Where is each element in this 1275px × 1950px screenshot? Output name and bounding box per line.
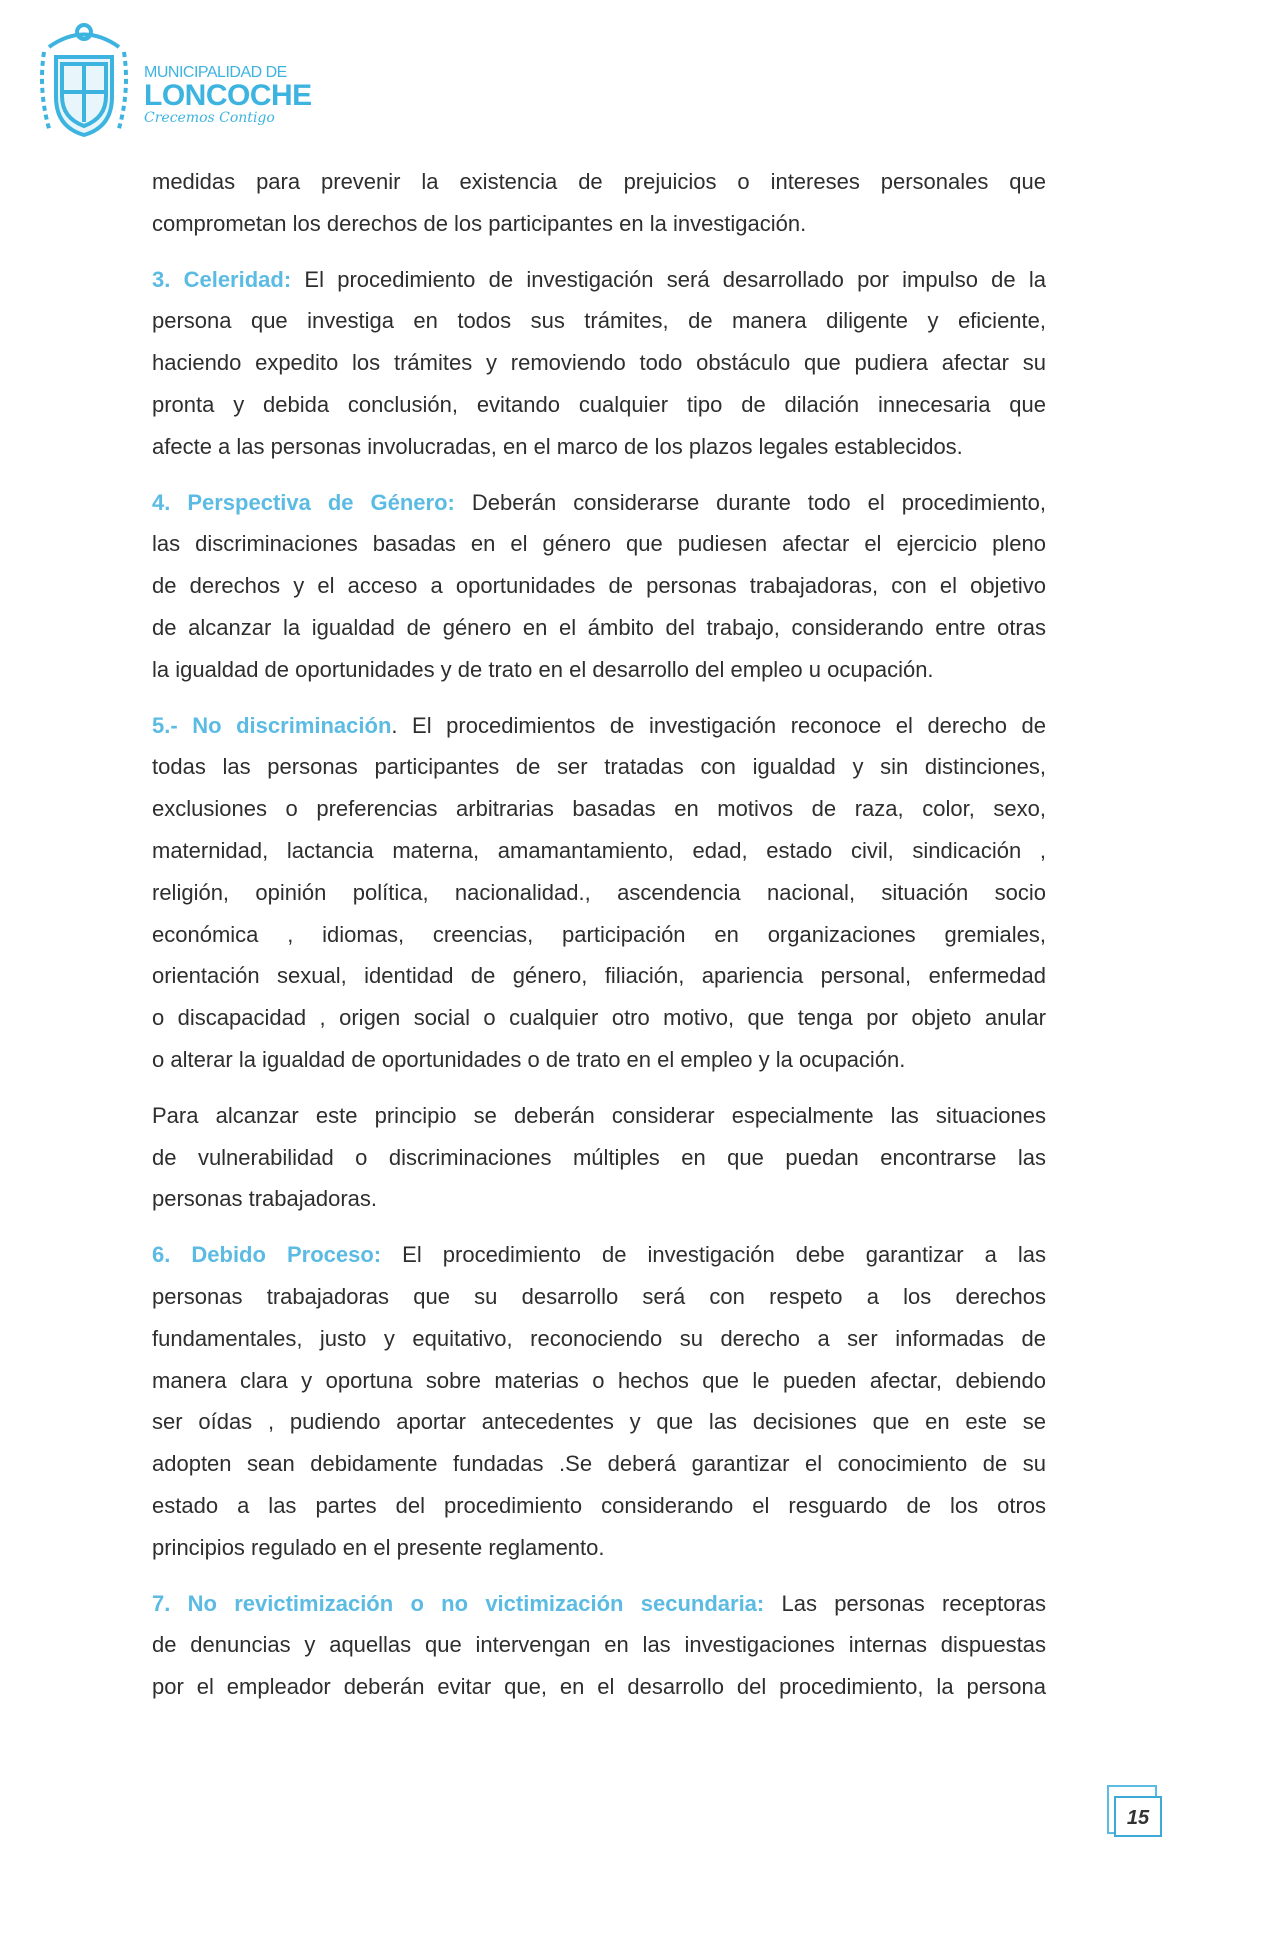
line-text: Deberán considerarse durante todo el procedimiento,	[454, 489, 1047, 515]
text-line	[152, 914, 1046, 956]
line-text: afecte a las personas involucradas, en el marco de los plazos legales establecidos.	[152, 433, 963, 459]
text-line	[152, 1527, 1046, 1569]
line-text: estado a las partes del procedimiento considerando el resguardo de los otros	[152, 1492, 1046, 1518]
text-line	[152, 1137, 1046, 1179]
text-line	[152, 161, 1046, 203]
text-line	[152, 1039, 1046, 1081]
line-text: persona que investiga en todos sus trámites, de manera diligente y eficiente,	[152, 308, 1046, 334]
line-text: todas las personas participantes de ser tratadas con igualdad y sin distinciones,	[152, 754, 1046, 780]
line-text: Para alcanzar este principio se deberán considerar especialmente las situaciones	[152, 1102, 1046, 1128]
text-line	[152, 788, 1046, 830]
line-text: . El procedimientos de investigación reconoce el derecho de	[391, 712, 1046, 738]
logo-line1: MUNICIPALIDAD DE	[144, 64, 287, 81]
text-line	[152, 1318, 1046, 1360]
text-line	[152, 955, 1046, 997]
coat-of-arms-icon	[34, 22, 134, 142]
text-line	[152, 830, 1046, 872]
section-heading: 4. Perspectiva de Género:	[152, 489, 455, 515]
text-line	[152, 300, 1046, 342]
paragraph	[152, 1583, 1046, 1708]
line-text: orientación sexual, identidad de género, filiación, apariencia personal, enfermedad	[152, 963, 1046, 989]
text-line	[152, 259, 1046, 301]
line-text: ser oídas , pudiendo aportar antecedentes y que las decisiones que en este se	[152, 1409, 1046, 1435]
page-number: 15	[1114, 1796, 1162, 1837]
paragraph	[152, 259, 1046, 468]
line-text: o discapacidad , origen social o cualquier otro motivo, que tenga por objeto anular	[152, 1005, 1046, 1031]
text-line	[152, 1666, 1046, 1708]
paragraph	[152, 482, 1046, 691]
line-text: personas trabajadoras que su desarrollo será con respeto a los derechos	[152, 1283, 1046, 1309]
line-text: personas trabajadoras.	[152, 1186, 378, 1212]
line-text: El procedimiento de investigación debe garantizar a las	[381, 1242, 1046, 1268]
logo-line2: LONCOCHE	[144, 79, 312, 112]
document-body	[152, 161, 1046, 1722]
line-text: la igualdad de oportunidades y de trato en el desarrollo del empleo u ocupación.	[152, 656, 934, 682]
text-line	[152, 1624, 1046, 1666]
text-line	[152, 649, 1046, 691]
line-text: o alterar la igualdad de oportunidades o de trato en el empleo y la ocupación.	[152, 1046, 906, 1072]
line-text: haciendo expedito los trámites y removiendo todo obstáculo que pudiera afectar su	[152, 350, 1046, 376]
line-text: de vulnerabilidad o discriminaciones múltiples en que puedan encontrarse las	[152, 1144, 1046, 1170]
text-line	[152, 1178, 1046, 1220]
section-heading: 7. No revictimización o no victimización secundaria:	[152, 1590, 765, 1616]
line-text: maternidad, lactancia materna, amamantamiento, edad, estado civil, sindicación ,	[152, 837, 1046, 863]
line-text: de derechos y el acceso a oportunidades de personas trabajadoras, con el objetivo	[152, 573, 1046, 599]
text-line	[152, 523, 1046, 565]
text-line	[152, 1360, 1046, 1402]
logo-tagline: Crecemos Contigo	[144, 110, 275, 126]
paragraph	[152, 1095, 1046, 1220]
line-text: adopten sean debidamente fundadas .Se deberá garantizar el conocimiento de su	[152, 1451, 1046, 1477]
line-text: las discriminaciones basadas en el género que pudiesen afectar el ejercicio pleno	[152, 531, 1046, 557]
text-line	[152, 705, 1046, 747]
text-line	[152, 1583, 1046, 1625]
text-line	[152, 342, 1046, 384]
text-line	[152, 384, 1046, 426]
text-line	[152, 1401, 1046, 1443]
text-line	[152, 872, 1046, 914]
municipality-logo	[34, 22, 312, 142]
line-text: exclusiones o preferencias arbitrarias basadas en motivos de raza, color, sexo,	[152, 796, 1046, 822]
section-heading: 5.- No discriminación	[152, 712, 392, 738]
line-text: pronta y debida conclusión, evitando cualquier tipo de dilación innecesaria que	[152, 391, 1046, 417]
line-text: de denuncias y aquellas que intervengan en las investigaciones internas dispuestas	[152, 1632, 1046, 1658]
text-line	[152, 426, 1046, 468]
text-line	[152, 1485, 1046, 1527]
line-text: comprometan los derechos de los participantes en la investigación.	[152, 210, 807, 236]
line-text: manera clara y oportuna sobre materias o hechos que le pueden afectar, debiendo	[152, 1367, 1046, 1393]
section-heading: 6. Debido Proceso:	[152, 1242, 382, 1268]
line-text: El procedimiento de investigación será desarrollado por impulso de la	[291, 266, 1046, 292]
paragraph	[152, 1234, 1046, 1568]
line-text: Las personas receptoras	[764, 1590, 1046, 1616]
line-text: de alcanzar la igualdad de género en el ámbito del trabajo, considerando entre otras	[152, 614, 1046, 640]
paragraph	[152, 161, 1046, 245]
text-line	[152, 997, 1046, 1039]
page-number-badge	[1107, 1785, 1162, 1835]
text-line	[152, 746, 1046, 788]
text-line	[152, 203, 1046, 245]
text-line	[152, 565, 1046, 607]
line-text: principios regulado en el presente reglamento.	[152, 1534, 605, 1560]
line-text: económica , idiomas, creencias, participación en organizaciones gremiales,	[152, 921, 1046, 947]
text-line	[152, 1234, 1046, 1276]
line-text: por el empleador deberán evitar que, en el desarrollo del procedimiento, la persona	[152, 1674, 1046, 1700]
text-line	[152, 1443, 1046, 1485]
section-heading: 3. Celeridad:	[152, 266, 292, 292]
text-line	[152, 1095, 1046, 1137]
text-line	[152, 607, 1046, 649]
text-line	[152, 482, 1046, 524]
line-text: medidas para prevenir la existencia de prejuicios o intereses personales que	[152, 169, 1046, 194]
line-text: fundamentales, justo y equitativo, reconociendo su derecho a ser informadas de	[152, 1325, 1046, 1351]
line-text: religión, opinión política, nacionalidad., ascendencia nacional, situación socio	[152, 879, 1046, 905]
paragraph	[152, 705, 1046, 1081]
text-line	[152, 1276, 1046, 1318]
